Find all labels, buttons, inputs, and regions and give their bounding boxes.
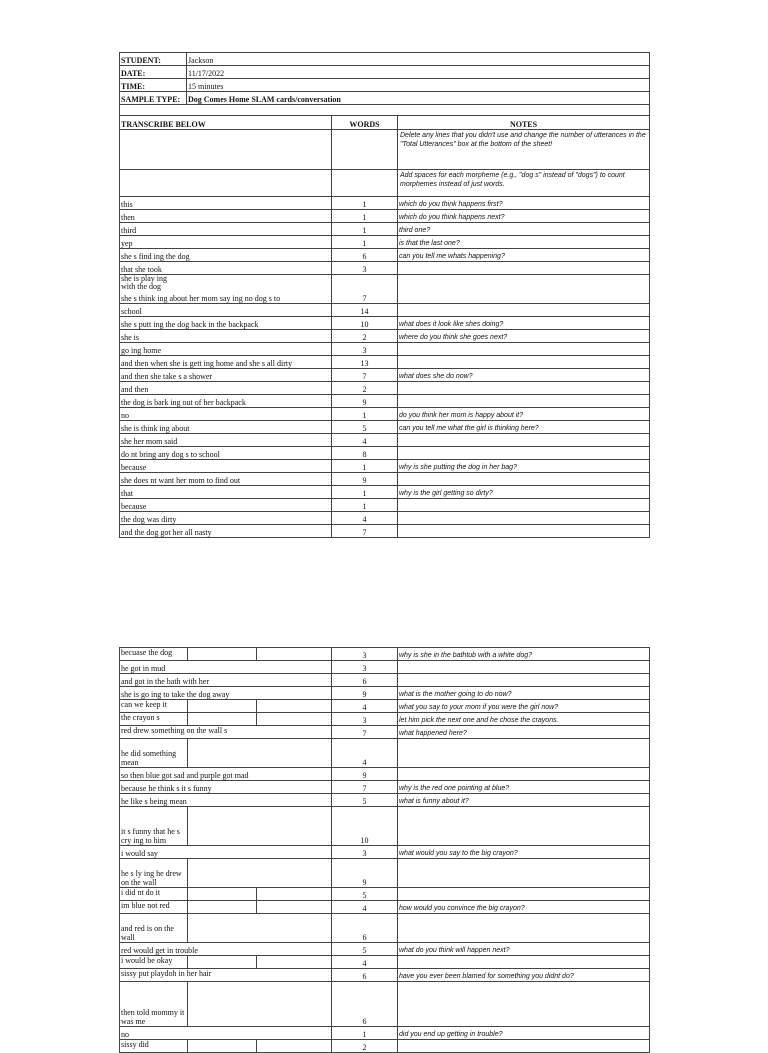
utterance-row (120, 395, 650, 408)
note-text (398, 914, 650, 943)
date-label: DATE: (120, 66, 187, 79)
utterance-cell-box (120, 859, 331, 887)
utterance-row (120, 768, 650, 781)
utterance-cell-box (120, 739, 331, 767)
utterance-text[interactable]: the dog was dirty (120, 512, 332, 525)
utterance-text[interactable] (120, 726, 332, 739)
note-text: what does she do now? (398, 369, 650, 382)
word-count[interactable]: 9 (332, 395, 398, 408)
word-count[interactable]: 6 (332, 969, 398, 982)
utterance-text-wrapped: it s funny that he s cry ing to him (120, 807, 188, 845)
utterance-row (120, 888, 650, 901)
word-count[interactable]: 4 (332, 901, 398, 914)
note-text: can you tell me what the girl is thinking here? (398, 421, 650, 434)
utterance-text[interactable] (120, 807, 332, 846)
sample-type-label: SAMPLE TYPE: (120, 92, 187, 105)
utterance-text[interactable] (120, 956, 332, 969)
word-count[interactable]: 4 (332, 956, 398, 969)
word-count[interactable]: 1 (332, 197, 398, 210)
word-count[interactable]: 14 (332, 304, 398, 317)
word-count[interactable]: 3 (332, 661, 398, 674)
utterance-row (120, 249, 650, 262)
utterance-row (120, 473, 650, 486)
utterance-row (120, 661, 650, 674)
transcript-sheet-page-1 (119, 52, 649, 538)
note-text (398, 661, 650, 674)
note-text: what would you say to the big crayon? (398, 846, 650, 859)
utterance-row (120, 317, 650, 330)
word-count[interactable]: 6 (332, 914, 398, 943)
empty-subcell (227, 726, 331, 738)
utterance-row (120, 1027, 650, 1040)
utterance-cell-grid (120, 700, 331, 712)
utterance-cell-grid (120, 648, 331, 660)
note-text: what you say to your mom if you were the girl now? (398, 700, 650, 713)
note-text: is that the last one? (398, 236, 650, 249)
utterance-row (120, 499, 650, 512)
utterance-row (120, 330, 650, 343)
utterance-row (120, 781, 650, 794)
utterance-text-wrapped: and red is on the wall (120, 914, 188, 942)
utterance-text-inner: sissy put playdoh in her hair (121, 969, 212, 978)
empty-transcribe-cell[interactable] (120, 170, 332, 197)
word-count[interactable]: 5 (332, 943, 398, 956)
utterance-text-line-2: she s think ing about her mom say ing no dog s to (121, 294, 281, 303)
note-text: did you end up getting in trouble? (398, 1027, 650, 1040)
utterance-cell-box (120, 982, 331, 1026)
utterance-text[interactable]: this (120, 197, 332, 210)
utterance-text[interactable]: yep (120, 236, 332, 249)
student-label: STUDENT: (120, 53, 187, 66)
utterance-row (120, 969, 650, 982)
empty-subcell (188, 648, 257, 660)
word-count[interactable]: 9 (332, 859, 398, 888)
empty-subcell (257, 713, 331, 725)
word-count[interactable]: 1 (332, 236, 398, 249)
word-count[interactable]: 1 (332, 460, 398, 473)
utterance-text[interactable] (120, 969, 332, 982)
word-count[interactable]: 13 (332, 356, 398, 369)
utterance-row (120, 382, 650, 395)
word-count[interactable]: 1 (332, 210, 398, 223)
utterance-row (120, 447, 650, 460)
empty-transcribe-cell[interactable] (120, 130, 332, 170)
utterance-row (120, 343, 650, 356)
utterance-row (120, 901, 650, 914)
utterance-cell-grid (120, 969, 331, 981)
utterance-text[interactable] (120, 275, 332, 304)
word-count[interactable]: 2 (332, 382, 398, 395)
note-text (398, 525, 650, 538)
utterance-text[interactable]: because (120, 499, 332, 512)
utterance-cell-grid (120, 888, 331, 900)
note-text: why is the girl getting so dirty? (398, 486, 650, 499)
utterance-row (120, 408, 650, 421)
note-text: do you think her mom is happy about it? (398, 408, 650, 421)
word-count[interactable]: 9 (332, 687, 398, 700)
word-count[interactable]: 7 (332, 275, 398, 304)
utterance-text[interactable]: she s putt ing the dog back in the backpack (120, 317, 332, 330)
utterance-row (120, 210, 650, 223)
note-text: what happened here? (398, 726, 650, 739)
transcript-table-2 (119, 647, 650, 1053)
word-count[interactable]: 9 (332, 768, 398, 781)
utterance-text[interactable]: she s find ing the dog (120, 249, 332, 262)
utterance-text-inner: red drew something on the wall s (121, 726, 228, 735)
word-count[interactable]: 10 (332, 807, 398, 846)
empty-subcell (257, 888, 331, 900)
empty-subcell (257, 956, 331, 968)
words-header: WORDS (332, 116, 398, 130)
note-text (398, 382, 650, 395)
utterance-cell-grid (120, 901, 331, 913)
word-count[interactable]: 3 (332, 713, 398, 726)
utterance-row (120, 434, 650, 447)
note-text: what does it look like shes doing? (398, 317, 650, 330)
utterance-row (120, 859, 650, 888)
utterance-text-wrapped: he s ly ing he drew on the wall (120, 859, 188, 887)
utterance-row (120, 525, 650, 538)
utterance-text[interactable]: he like s being mean (120, 794, 332, 807)
date-value[interactable]: 11/17/2022 (187, 66, 650, 79)
utterance-text[interactable]: and the dog got her all nasty (120, 525, 332, 538)
instruction-note-2: Add spaces for each morpheme (e.g., "dog s" instead of "dogs") to count morphemes instead of just words. (398, 170, 650, 197)
utterance-text-line-1: she is play ing with the dog (121, 274, 167, 291)
utterance-row (120, 262, 650, 275)
utterance-text[interactable]: no (120, 1027, 332, 1040)
utterance-text[interactable]: red would get in trouble (120, 943, 332, 956)
utterance-cell-grid (120, 1040, 331, 1052)
time-row (120, 79, 650, 92)
note-text (398, 262, 650, 275)
word-count[interactable]: 4 (332, 739, 398, 768)
utterance-text[interactable]: i would say (120, 846, 332, 859)
utterance-text-inner: im blue not red (120, 901, 188, 913)
instruction-row-1 (120, 130, 650, 170)
empty-subcell (188, 700, 257, 712)
utterance-row (120, 1040, 650, 1053)
utterance-row (120, 713, 650, 726)
utterance-text[interactable] (120, 901, 332, 914)
word-count[interactable]: 7 (332, 781, 398, 794)
utterance-row (120, 700, 650, 713)
note-text: what is the mother going to do now? (398, 687, 650, 700)
date-row (120, 66, 650, 79)
note-text: which do you think happens first? (398, 197, 650, 210)
time-label: TIME: (120, 79, 187, 92)
word-count[interactable]: 4 (332, 700, 398, 713)
note-text: what is funny about it? (398, 794, 650, 807)
utterance-row (120, 914, 650, 943)
note-text: where do you think she goes next? (398, 330, 650, 343)
word-count[interactable]: 3 (332, 262, 398, 275)
word-count[interactable]: 1 (332, 486, 398, 499)
utterance-text[interactable] (120, 700, 332, 713)
note-text (398, 859, 650, 888)
utterance-text[interactable] (120, 888, 332, 901)
utterance-row (120, 807, 650, 846)
word-count[interactable]: 8 (332, 447, 398, 460)
utterance-cell-grid (120, 726, 331, 738)
note-text: why is the red one pointing at blue? (398, 781, 650, 794)
utterance-text[interactable]: so then blue got sad and purple got mad (120, 768, 332, 781)
sample-type-row (120, 92, 650, 105)
note-text: which do you think happens next? (398, 210, 650, 223)
utterance-row (120, 486, 650, 499)
utterance-text[interactable]: that (120, 486, 332, 499)
utterance-row (120, 275, 650, 304)
word-count[interactable]: 10 (332, 317, 398, 330)
utterance-text-inner: i did nt do it (120, 888, 188, 900)
utterance-row (120, 236, 650, 249)
utterance-text[interactable]: he got in mud (120, 661, 332, 674)
note-text: what do you think will happen next? (398, 943, 650, 956)
utterance-text[interactable]: she her mom said (120, 434, 332, 447)
word-count[interactable]: 5 (332, 794, 398, 807)
utterance-text-inner: the crayon s (120, 713, 188, 725)
note-text (398, 888, 650, 901)
utterance-row (120, 197, 650, 210)
utterance-text-wrapped: then told mommy it was me (120, 982, 188, 1026)
note-text (398, 356, 650, 369)
empty-subcell (188, 956, 257, 968)
note-text: have you ever been blamed for something you didnt do? (398, 969, 650, 982)
utterance-row (120, 223, 650, 236)
note-text (398, 512, 650, 525)
word-count[interactable]: 3 (332, 343, 398, 356)
note-text (398, 739, 650, 768)
utterance-row (120, 356, 650, 369)
utterance-row (120, 794, 650, 807)
note-text: why is she putting the dog in her bag? (398, 460, 650, 473)
empty-subcell (257, 1040, 331, 1052)
utterance-row (120, 982, 650, 1027)
empty-subcell (257, 901, 331, 913)
word-count[interactable]: 1 (332, 499, 398, 512)
word-count[interactable]: 6 (332, 674, 398, 687)
transcript-table-1 (119, 52, 650, 538)
utterance-text[interactable]: and got in the bath with her (120, 674, 332, 687)
utterance-text[interactable]: she is go ing to take the dog away (120, 687, 332, 700)
utterance-row (120, 512, 650, 525)
utterance-text[interactable]: and then she take s a shower (120, 369, 332, 382)
utterance-cell-box (120, 914, 331, 942)
note-text: let him pick the next one and he chose the crayons. (398, 713, 650, 726)
transcript-sheet-page-2 (119, 647, 649, 1053)
utterance-rows-page-2 (120, 648, 650, 1053)
utterance-text[interactable] (120, 648, 332, 661)
utterance-cell-grid (120, 956, 331, 968)
utterance-row (120, 369, 650, 382)
word-count[interactable]: 7 (332, 726, 398, 739)
utterance-cell-grid (120, 713, 331, 725)
note-text (398, 807, 650, 846)
note-text (398, 434, 650, 447)
word-count[interactable]: 5 (332, 888, 398, 901)
column-header-row (120, 116, 650, 130)
utterance-text[interactable]: and then (120, 382, 332, 395)
utterance-row (120, 648, 650, 661)
empty-subcell (188, 888, 257, 900)
utterance-text[interactable]: she does nt want her mom to find out (120, 473, 332, 486)
instruction-row-2 (120, 170, 650, 197)
empty-words-cell[interactable] (332, 130, 398, 170)
note-text (398, 768, 650, 781)
note-text (398, 304, 650, 317)
utterance-text[interactable]: go ing home (120, 343, 332, 356)
utterance-text[interactable] (120, 713, 332, 726)
word-count[interactable]: 7 (332, 369, 398, 382)
word-count[interactable]: 9 (332, 473, 398, 486)
word-count[interactable]: 6 (332, 249, 398, 262)
utterance-text-inner: sissy did (120, 1040, 188, 1052)
utterance-text[interactable] (120, 914, 332, 943)
word-count[interactable]: 3 (332, 846, 398, 859)
sample-type-value[interactable]: Dog Comes Home SLAM cards/conversation (187, 92, 650, 105)
time-value[interactable]: 15 minutes (187, 79, 650, 92)
note-text (398, 982, 650, 1027)
word-count[interactable]: 5 (332, 421, 398, 434)
utterance-row (120, 739, 650, 768)
empty-words-cell[interactable] (332, 170, 398, 197)
utterance-text[interactable]: then (120, 210, 332, 223)
note-text (398, 473, 650, 486)
utterance-text-inner: can we keep it (120, 700, 188, 712)
word-count[interactable]: 7 (332, 525, 398, 538)
word-count[interactable]: 2 (332, 330, 398, 343)
utterance-row (120, 846, 650, 859)
word-count[interactable]: 2 (332, 1040, 398, 1053)
note-text (398, 395, 650, 408)
utterance-cell-box (120, 807, 331, 845)
empty-subcell (188, 713, 257, 725)
word-count[interactable]: 4 (332, 434, 398, 447)
spacer-row (120, 105, 650, 116)
note-text (398, 674, 650, 687)
empty-subcell (211, 969, 331, 981)
note-text (398, 956, 650, 969)
utterance-row (120, 943, 650, 956)
note-text: why is she in the bathtub with a white dog? (398, 648, 650, 661)
utterance-text[interactable]: no (120, 408, 332, 421)
student-row (120, 53, 650, 66)
note-text (398, 1040, 650, 1053)
empty-subcell (188, 901, 257, 913)
notes-header: NOTES (398, 116, 650, 130)
utterance-row (120, 421, 650, 434)
instruction-note-1: Delete any lines that you didn't use and change the number of utterances in the "Total Utterances" box at the bottom of the sheet! (398, 130, 650, 170)
utterance-text[interactable]: do nt bring any dog s to school (120, 447, 332, 460)
utterance-text[interactable] (120, 859, 332, 888)
note-text (398, 275, 650, 304)
utterance-text-wrapped: he did something mean (120, 739, 188, 767)
empty-subcell (188, 1040, 257, 1052)
utterance-text-inner: i would be okay (120, 956, 188, 968)
note-text: can you tell me whats happening? (398, 249, 650, 262)
word-count[interactable]: 4 (332, 512, 398, 525)
utterance-text[interactable] (120, 1040, 332, 1053)
utterance-text[interactable]: that she took (120, 262, 332, 275)
utterance-row (120, 674, 650, 687)
utterance-text[interactable]: she is think ing about (120, 421, 332, 434)
note-text (398, 447, 650, 460)
utterance-row (120, 726, 650, 739)
word-count[interactable]: 6 (332, 982, 398, 1027)
utterance-rows-page-1 (120, 197, 650, 538)
utterance-text-inner: becuase the dog (120, 648, 188, 660)
transcribe-header: TRANSCRIBE BELOW (120, 116, 332, 130)
utterance-text[interactable]: school (120, 304, 332, 317)
empty-subcell (257, 648, 331, 660)
word-count[interactable]: 1 (332, 223, 398, 236)
utterance-text[interactable]: she is (120, 330, 332, 343)
utterance-text[interactable]: because (120, 460, 332, 473)
utterance-text[interactable]: third (120, 223, 332, 236)
utterance-row (120, 956, 650, 969)
utterance-text[interactable] (120, 982, 332, 1027)
word-count[interactable]: 3 (332, 648, 398, 661)
word-count[interactable]: 1 (332, 408, 398, 421)
word-count[interactable]: 1 (332, 1027, 398, 1040)
utterance-text[interactable]: and then when she is gett ing home and she s all dirty (120, 356, 332, 369)
empty-subcell (257, 700, 331, 712)
utterance-text[interactable]: the dog is bark ing out of her backpack (120, 395, 332, 408)
note-text: third one? (398, 223, 650, 236)
note-text (398, 343, 650, 356)
utterance-text[interactable]: because he think s it s funny (120, 781, 332, 794)
note-text (398, 499, 650, 512)
utterance-row (120, 687, 650, 700)
student-value[interactable]: Jackson (187, 53, 650, 66)
note-text: how would you convince the big crayon? (398, 901, 650, 914)
utterance-text[interactable] (120, 739, 332, 768)
utterance-row (120, 460, 650, 473)
utterance-row (120, 304, 650, 317)
